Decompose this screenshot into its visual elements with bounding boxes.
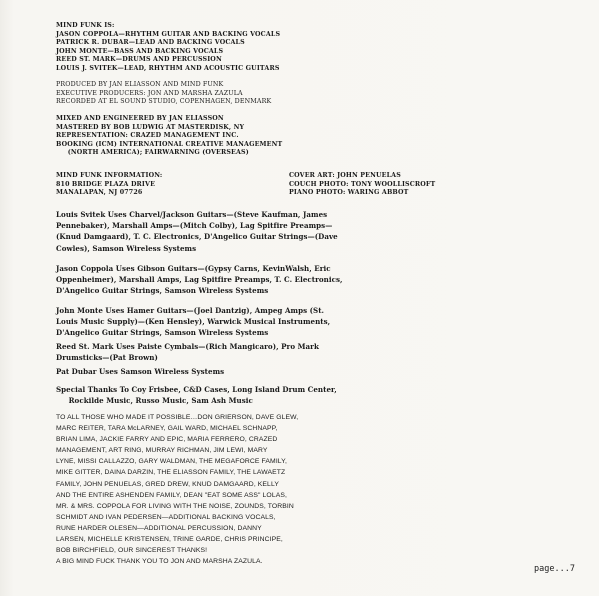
thank-you-paragraph	[56, 412, 298, 567]
art-credit-line: COUCH PHOTO: TONY WOOLLISCROFT	[289, 180, 436, 188]
production-credits	[56, 81, 271, 107]
endorsement-line: Pat Dubar Uses Samson Wireless Systems	[56, 367, 225, 376]
thanks-line: RUNE HARDER OLESEN—ADDITIONAL PERCUSSION, DANNY	[56, 524, 262, 532]
mixing-line: BOOKING (ICM) INTERNATIONAL CREATIVE MANAGEMENT	[56, 140, 283, 148]
lineup-heading: MIND FUNK IS:	[56, 22, 115, 29]
page-number: page...7	[534, 564, 575, 574]
mixing-line: MASTERED BY BOB LUDWIG AT MASTERDISK, NY	[56, 123, 245, 131]
thanks-line: SCHMIDT AND IVAN PEDERSEN—ADDITIONAL BACKING VOCALS,	[56, 513, 276, 521]
endorsement-line: D'Angelico Guitar Strings, Samson Wireless Systems	[56, 286, 269, 296]
endorsement-line: D'Angelico Guitar Strings, Samson Wireless Systems	[56, 328, 269, 338]
endorsement-line: Louis Music Supply)—(Ken Hensley), Warwick Musical Instruments,	[56, 317, 331, 327]
mixing-credits	[56, 115, 282, 158]
thanks-line: MARC REITER, TARA McLARNEY, GAIL WARD, MICHAEL SCHNAPP,	[56, 425, 278, 433]
art-credit-line: PIANO PHOTO: WARING ABBOT	[289, 189, 409, 197]
thanks-line: FAMILY, JOHN PENUELAS, GRED DREW, KNUD DAMGAARD, KELLY	[56, 480, 279, 488]
endorsement-dubar	[56, 366, 224, 377]
art-credit-line: COVER ART: JOHN PENUELAS	[289, 172, 401, 179]
mixing-line: (NORTH AMERICA); FAIRWARNING (OVERSEAS)	[56, 149, 249, 157]
info-right	[289, 172, 435, 198]
info-line: MIND FUNK INFORMATION:	[56, 172, 163, 179]
endorsement-line: Special Thanks To Coy Frisbee, C&D Cases, Long Island Drum Center,	[56, 385, 337, 394]
mixing-line: MIXED AND ENGINEERED BY JAN ELIASSON	[56, 115, 224, 122]
endorsement-svitek	[56, 209, 338, 254]
endorsement-line: Cowles), Samson Wireless Systems	[56, 243, 197, 253]
thanks-line: MANAGEMENT, ART RING, MURRAY RICHMAN, JIM LEWI, MARY	[56, 447, 268, 455]
endorsement-line: Reed St. Mark Uses Paiste Cymbals—(Rich Mangicaro), Pro Mark	[56, 342, 319, 351]
endorsement-line: Oppenheimer), Marshall Amps, Lag Spitfire Preamps, T. C. Electronics,	[56, 275, 343, 285]
endorsement-st-mark	[56, 341, 319, 363]
production-line: PRODUCED BY JAN ELIASSON AND MIND FUNK	[56, 81, 224, 88]
contact-info	[56, 172, 546, 198]
endorsement-line: Drumsticks—(Pat Brown)	[56, 353, 158, 363]
thanks-line: TO ALL THOSE WHO MADE IT POSSIBLE…DON GRIERSON, DAVE GLEW,	[56, 414, 299, 421]
special-thanks	[56, 384, 337, 406]
member-line: JOHN MONTE—BASS AND BACKING VOCALS	[56, 47, 224, 55]
endorsement-line: John Monte Uses Hamer Guitars—(Joel Dantzig), Ampeg Amps (St.	[56, 306, 325, 315]
endorsement-line: Rockilde Music, Russo Music, Sam Ash Music	[56, 396, 253, 406]
thanks-line: LARSEN, MICHELLE KRISTENSEN, TRINE GARDE, CHRIS PRINCIPE,	[56, 536, 283, 544]
production-line: RECORDED AT EL SOUND STUDIO, COPENHAGEN, DENMARK	[56, 98, 272, 106]
member-line: REED ST. MARK—DRUMS AND PERCUSSION	[56, 56, 222, 64]
endorsement-coppola	[56, 263, 343, 297]
endorsement-monte	[56, 305, 330, 339]
endorsement-line: Pennebaker), Marshall Amps—(Mitch Colby), Lag Spitfire Preamps—	[56, 221, 333, 231]
member-line: PATRICK R. DUBAR—LEAD AND BACKING VOCALS	[56, 39, 245, 47]
info-line: MANALAPAN, NJ 07726	[56, 189, 143, 197]
thanks-line: MR. & MRS. COPPOLA FOR LIVING WITH THE NOISE, ZOUNDS, TORBIN	[56, 502, 294, 510]
mixing-line: REPRESENTATION: CRAZED MANAGEMENT INC.	[56, 132, 239, 140]
thanks-line: AND THE ENTIRE ASHENDEN FAMILY, DEAN "EAT SOME ASS" LOLAS,	[56, 491, 287, 499]
thanks-line: A BIG MIND FUCK THANK YOU TO JON AND MARSHA ZAZULA.	[56, 558, 263, 566]
member-line: LOUIS J. SVITEK—LEAD, RHYTHM AND ACOUSTIC GUITARS	[56, 64, 280, 72]
thanks-line: BRIAN LIMA, JACKIE FARRY AND EPIC, MARIA FERRERO, CRAZED	[56, 436, 278, 444]
member-line: JASON COPPOLA—RHYTHM GUITAR AND BACKING VOCALS	[56, 30, 281, 38]
band-lineup	[56, 22, 280, 74]
endorsement-line: (Knud Damgaard), T. C. Electronics, D'Angelico Guitar Strings—(Dave	[56, 232, 338, 242]
thanks-line: BOB BIRCHFIELD, OUR SINCEREST THANKS!	[56, 547, 208, 555]
endorsement-line: Louis Svitek Uses Charvel/Jackson Guitars—(Steve Kaufman, James	[56, 210, 328, 219]
thanks-line: MIKE GITTER, DAINA DARZIN, THE ELIASSON FAMILY, THE LAWAETZ	[56, 469, 286, 477]
production-line: EXECUTIVE PRODUCERS: JON AND MARSHA ZAZULA	[56, 89, 243, 97]
thanks-line: LYNE, MISSI CALLAZZO, GARY WALDMAN, THE MEGAFORCE FAMILY,	[56, 458, 287, 466]
info-line: 810 BRIDGE PLAZA DRIVE	[56, 180, 156, 188]
endorsement-line: Jason Coppola Uses Gibson Guitars—(Gypsy Carns, KevinWalsh, Eric	[56, 264, 331, 273]
